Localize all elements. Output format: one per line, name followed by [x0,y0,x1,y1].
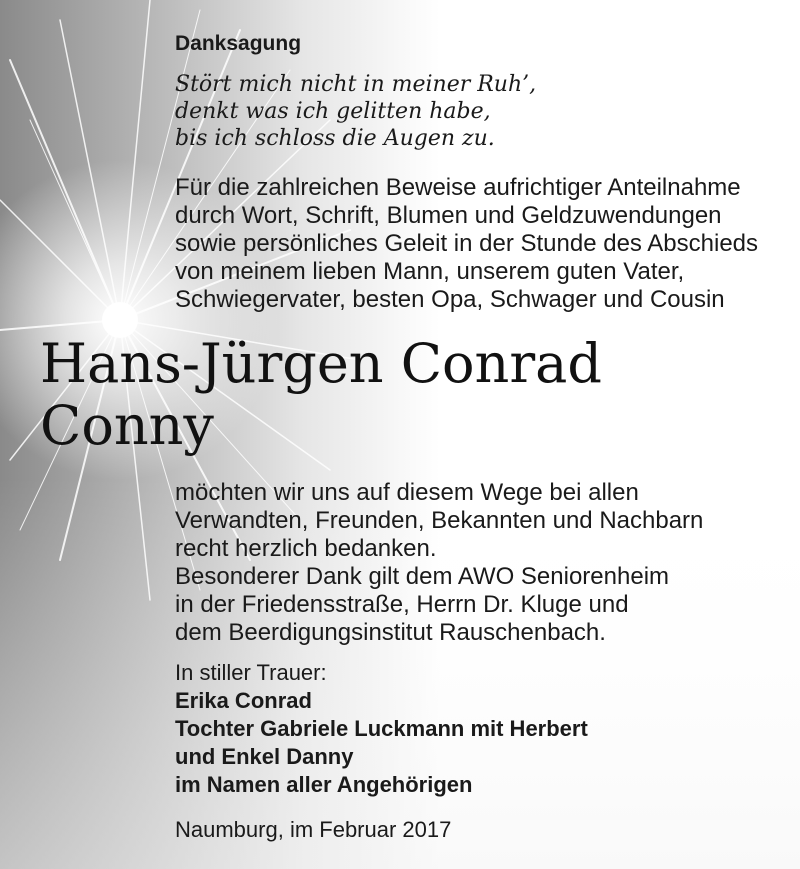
thanks-line: Besonderer Dank gilt dem AWO Seniorenheim [175,563,670,590]
mourning-intro: In stiller Trauer: [175,660,327,685]
intro-line: Für die zahlreichen Beweise aufrichtiger Anteilnahme [175,174,741,201]
intro-line: von meinem lieben Mann, unserem guten Vater, [175,258,685,285]
poem-line: denkt was ich gelitten habe, [175,99,491,124]
deceased-name: Hans-Jürgen Conrad [40,332,602,395]
intro-line: Schwiegervater, besten Opa, Schwager und Cousin [175,286,725,313]
thanks-line: recht herzlich bedanken. [175,535,437,562]
poem-line: bis ich schloss die Augen zu. [175,126,495,151]
poem-line: Stört mich nicht in meiner Ruh’, [175,72,537,97]
mourner-line: und Enkel Danny [175,744,354,769]
intro-line: sowie persönliches Geleit in der Stunde des Abschieds [175,230,759,257]
thanks-line: in der Friedensstraße, Herrn Dr. Kluge und [175,591,629,618]
mourner-line: Tochter Gabriele Luckmann mit Herbert [175,716,588,741]
thanks-line: Verwandten, Freunden, Bekannten und Nachbarn [175,507,704,534]
deceased-nickname: Conny [40,394,214,457]
mourner-line: Erika Conrad [175,688,312,713]
mourner-line: im Namen aller Angehörigen [175,772,473,797]
thanks-line: möchten wir uns auf diesem Wege bei allen [175,479,639,506]
intro-line: durch Wort, Schrift, Blumen und Geldzuwendungen [175,202,722,229]
thanks-line: dem Beerdigungsinstitut Rauschenbach. [175,619,606,646]
notice-heading: Danksagung [175,32,302,55]
place-date: Naumburg, im Februar 2017 [175,817,452,842]
